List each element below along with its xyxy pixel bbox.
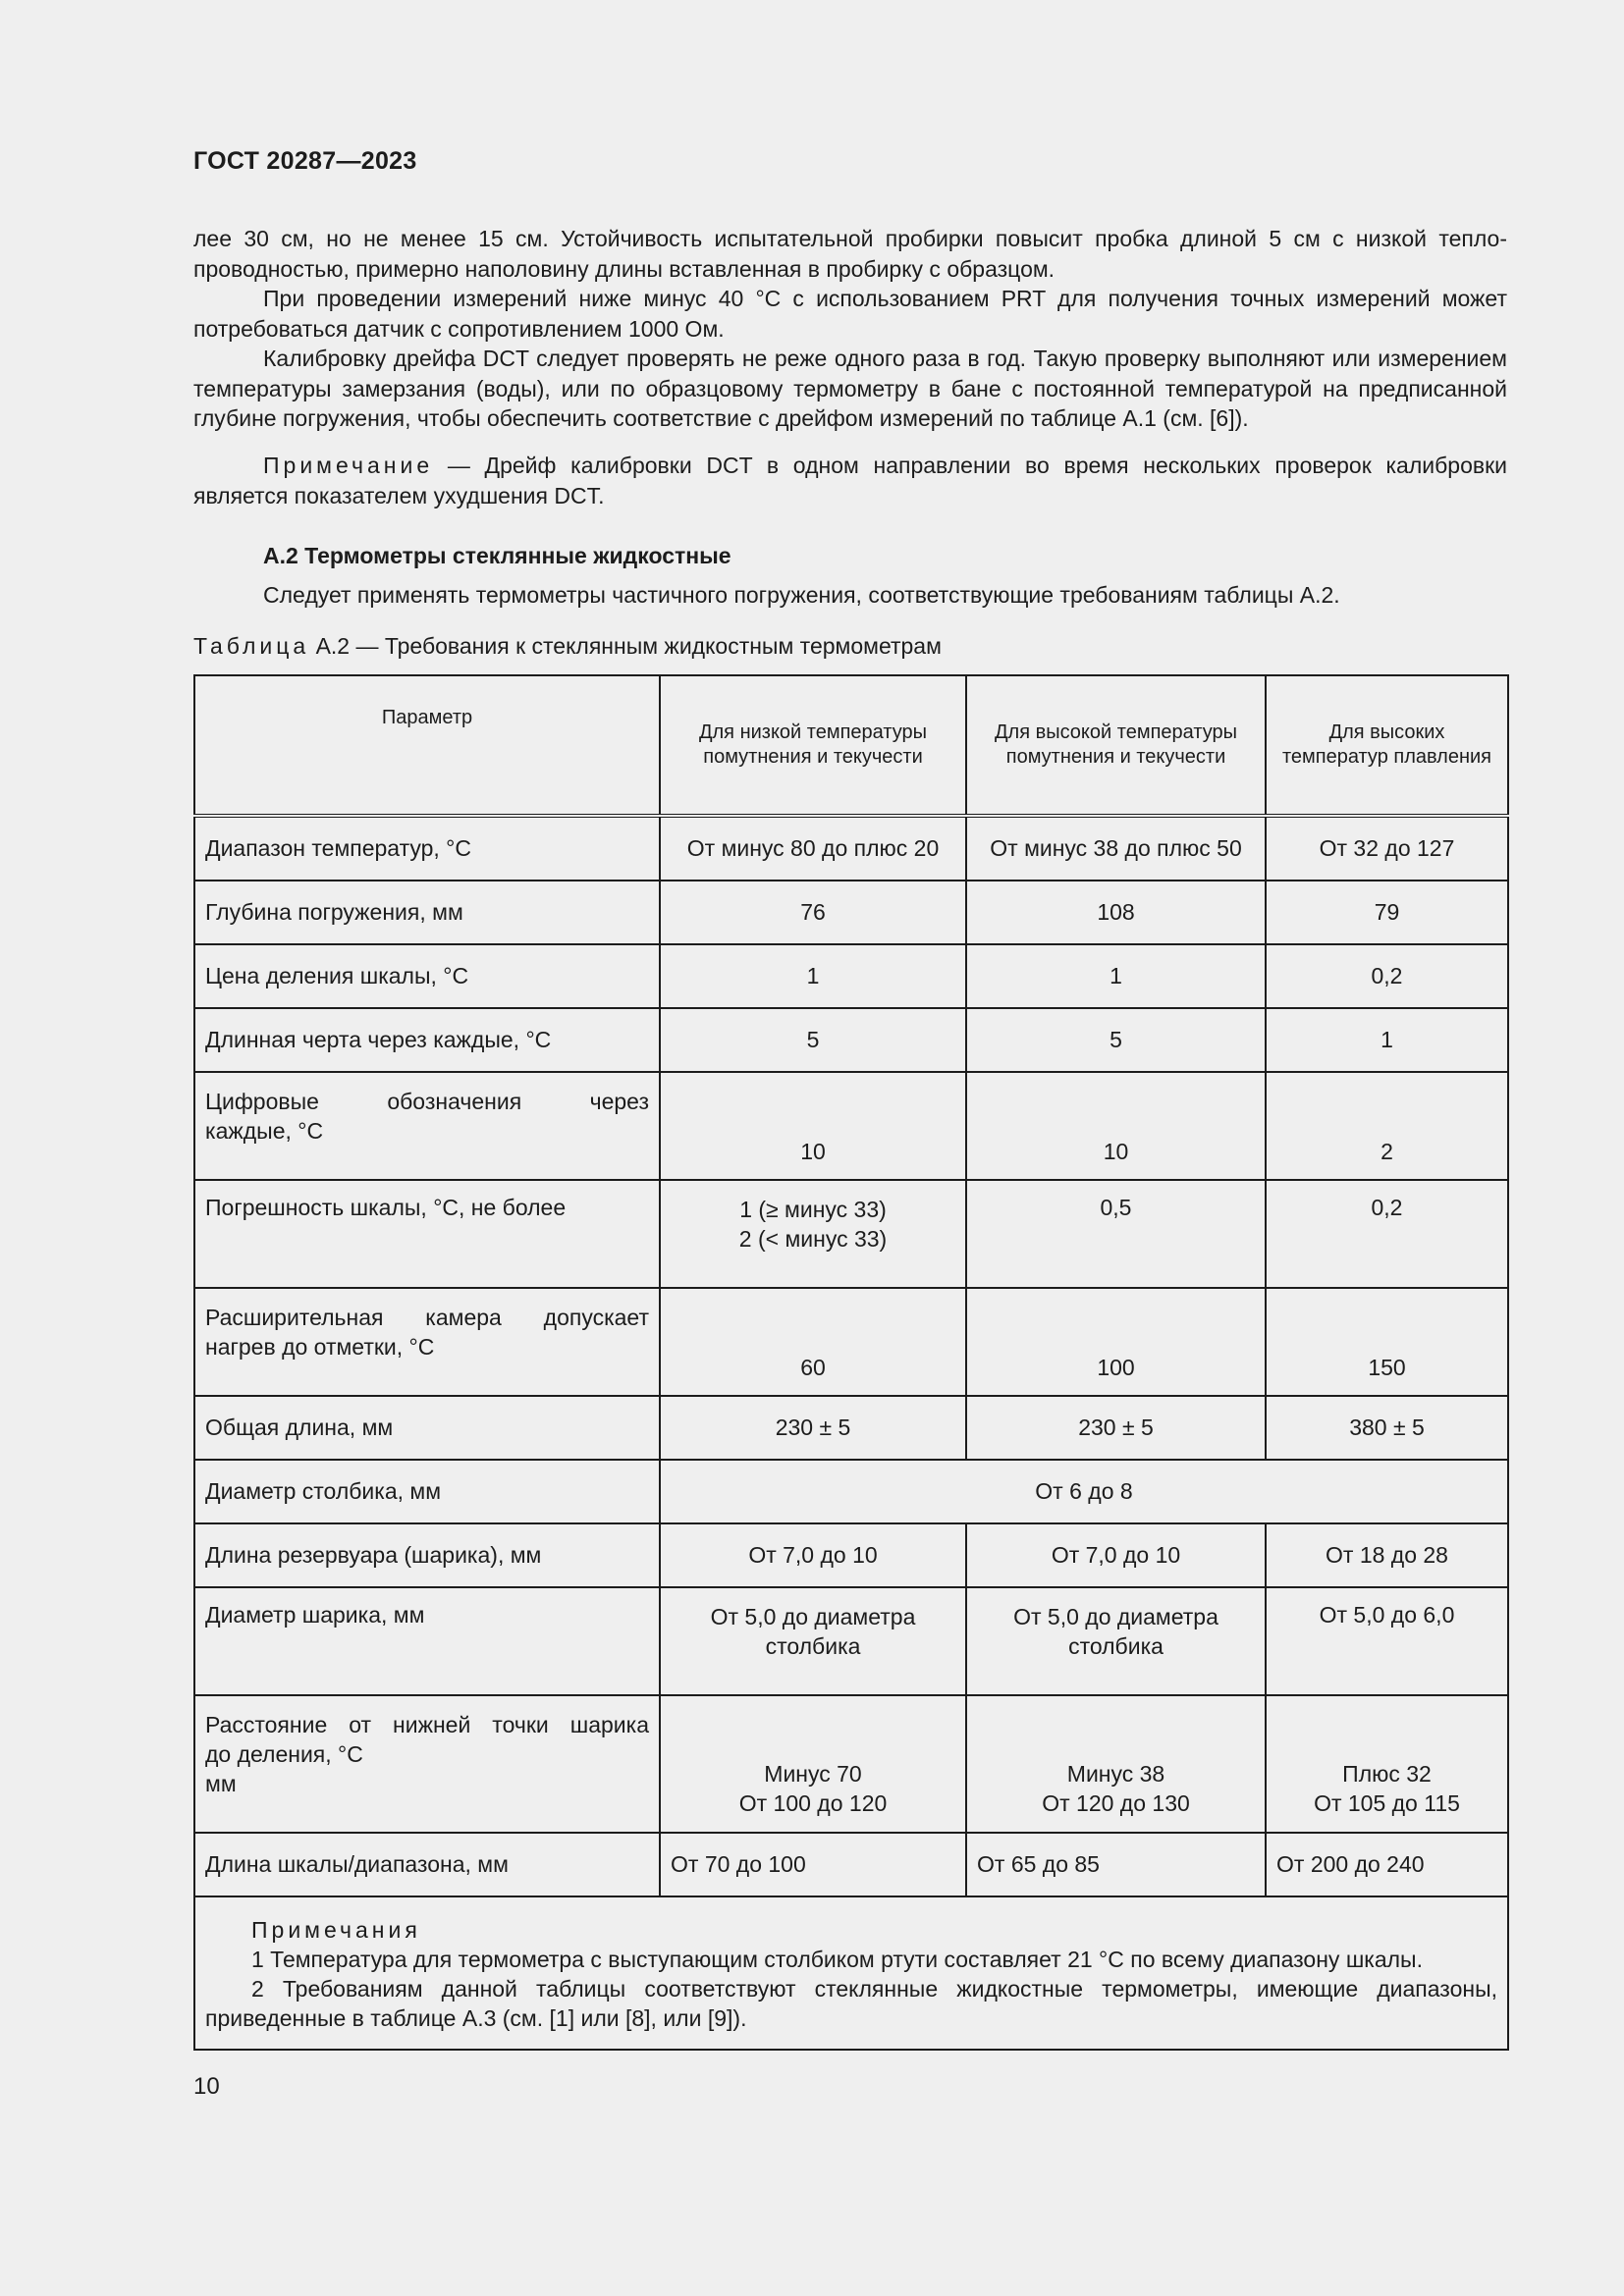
table-row: Глубина погружения, мм 76 108 79 [194,881,1508,944]
note-1: 1 Температура для термометра с выступающим столбиком ртути составляет 21 °С по всему диапазону шкалы. [251,1947,1423,1972]
section-heading: А.2 Термометры стеклянные жидкостные [263,543,731,568]
note-text: — Дрейф калибровки DCT в одном направлении во время нескольких проверок калибровки является показателем ухудшения DCT. [193,453,1507,508]
page-number: 10 [193,2073,220,2100]
row-label: Длина резервуара (шарика), мм [194,1523,660,1587]
table-row: Диапазон температур, °С От минус 80 до плюс 20 От минус 38 до плюс 50 От 32 до 127 [194,816,1508,881]
table-row: Погрешность шкалы, °С, не более 1 (≥ минус 33) 2 (< минус 33) 0,5 0,2 [194,1180,1508,1288]
row-label: Расстояние от нижней точки шарика до деления, °С мм [194,1695,660,1833]
row-label: Длина шкалы/диапазона, мм [194,1833,660,1896]
table-row: Расстояние от нижней точки шарика до деления, °С мм Минус 70 От 100 до 120 Минус 38 От 120 до 130 Плюс 32 От 105 до 115 [194,1695,1508,1833]
row-label: Цена деления шкалы, °С [194,944,660,1008]
body-text [193,224,1507,434]
table-row: Цифровые обозначения через каждые, °С 10 10 2 [194,1072,1508,1180]
row-label: Общая длина, мм [194,1396,660,1460]
row-label: Диаметр столбика, мм [194,1460,660,1523]
table-row: Длинная черта через каждые, °С 5 5 1 [194,1008,1508,1072]
row-label: Диаметр шарика, мм [194,1587,660,1695]
table-row: Длина шкалы/диапазона, мм От 70 до 100 От 65 до 85 От 200 до 240 [194,1833,1508,1896]
note-block [193,451,1507,510]
table-row: Цена деления шкалы, °С 1 1 0,2 [194,944,1508,1008]
row-label: Погрешность шкалы, °С, не более [194,1180,660,1288]
table-notes-row [194,1896,1508,2050]
row-label: Диапазон температур, °С [194,816,660,881]
table-caption [193,633,942,660]
requirements-table [193,674,1509,2051]
paragraph-continuation: лее 30 см, но не менее 15 см. Устойчивость испытательной пробирки повысит пробка длиной 5 см с низкой теплопроводностью, примерно наполовину длины вставленная в пробирку с образцом. [193,226,1507,282]
table-row: Длина резервуара (шарика), мм От 7,0 до 10 От 7,0 до 10 От 18 до 28 [194,1523,1508,1587]
paragraph-calibration: Калибровку дрейфа DCT следует проверять не реже одного раза в год. Такую проверку выполняют или измерением температуры замерзания (воды), или по образцовому термометру в бане с постоянной температурой на предписанной глубине погружения, чтобы обеспечить соответствие с дрейфом измерений по таблице А.1 (см. [6]). [193,346,1507,431]
table-header-row [194,675,1508,816]
table-caption-text: А.2 — Требования к стеклянным жидкостным термометрам [309,633,942,659]
table-notes [194,1896,1508,2050]
note-2: 2 Требованиям данной таблицы соответствуют стеклянные жидкостные термометры, имеющие диапазоны, приведенные в таблице А.3 (см. [1] или [8], или [9]). [205,1976,1497,2031]
note-label: Примечание [263,453,434,478]
row-label: Расширительная камера допускает нагрев до отметки, °С [194,1288,660,1396]
row-label: Цифровые обозначения через каждые, °С [194,1072,660,1180]
table-row: Расширительная камера допускает нагрев до отметки, °С 60 100 150 [194,1288,1508,1396]
table-row: Диаметр шарика, мм От 5,0 до диаметра столбика От 5,0 до диаметра столбика От 5,0 до 6,0 [194,1587,1508,1695]
document-header: ГОСТ 20287—2023 [193,147,417,175]
row-label: Длинная черта через каждые, °С [194,1008,660,1072]
paragraph-prt: При проведении измерений ниже минус 40 °С с использованием PRT для получения точных измерений может потребоваться датчик с сопротивлением 1000 Ом. [193,286,1507,342]
notes-title: Примечания [251,1917,421,1943]
header-low-temp: Для низкой температуры помутнения и текучести [660,675,966,816]
header-high-temp: Для высокой температуры помутнения и текучести [966,675,1266,816]
row-label: Глубина погружения, мм [194,881,660,944]
section-text: Следует применять термометры частичного погружения, соответствующие требованиям таблицы А.2. [263,582,1340,608]
table-row: Диаметр столбика, мм От 6 до 8 [194,1460,1508,1523]
table-caption-label: Таблица [193,633,310,659]
table-row: Общая длина, мм 230 ± 5 230 ± 5 380 ± 5 [194,1396,1508,1460]
header-parameter: Параметр [194,675,660,816]
header-melting: Для высоких температур плавления [1266,675,1508,816]
